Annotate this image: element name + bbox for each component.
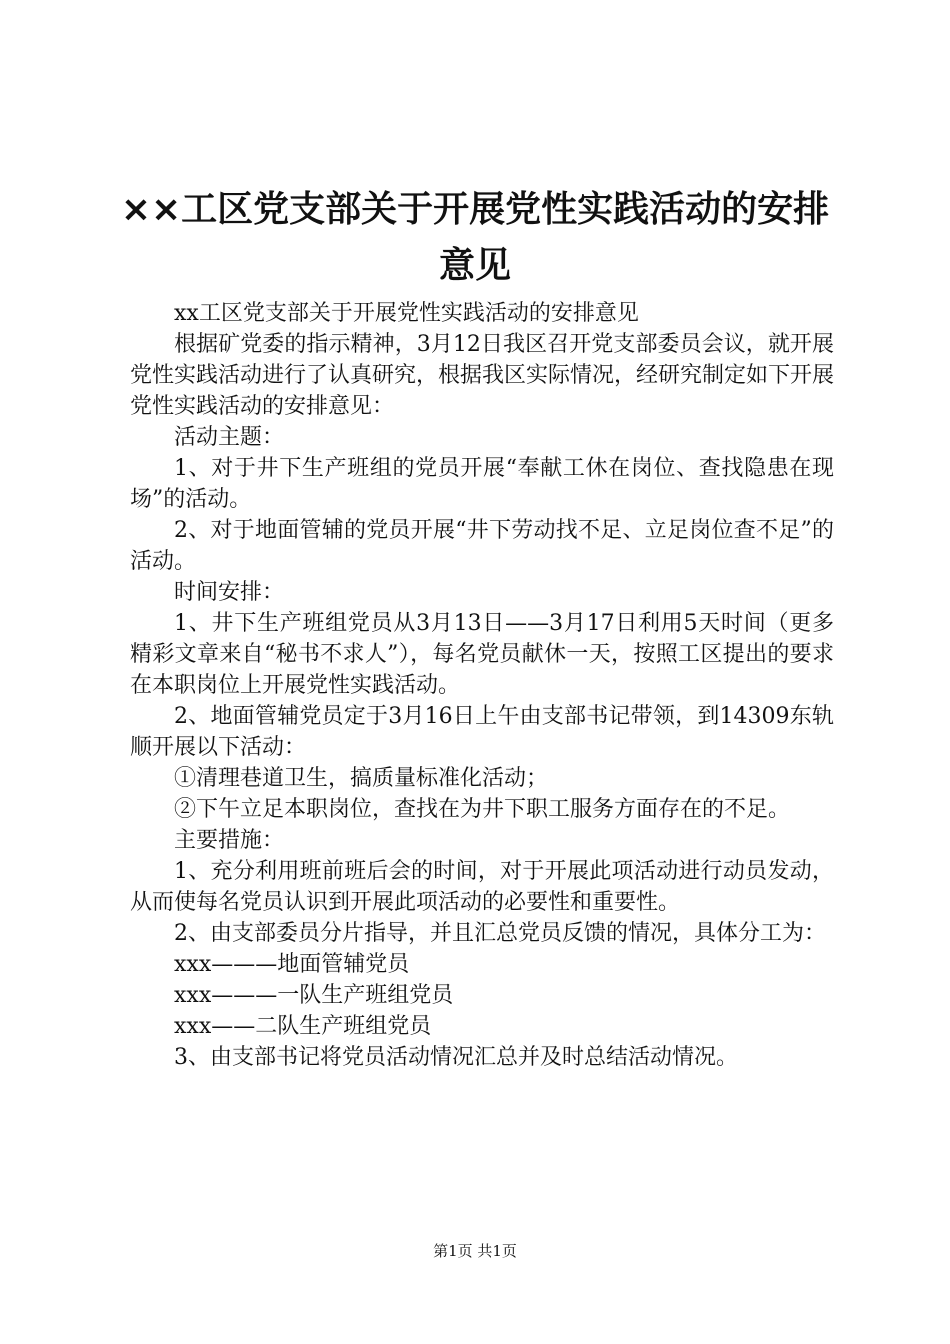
- document-title-line2: 意见: [438, 245, 511, 286]
- paragraph-schedule-1: 1、井下生产班组党员从3月13日——3月17日利用5天时间（更多精彩文章来自“秘书不求人”），每名党员献休一天，按照工区提出的要求在本职岗位上开展党性实践活动。: [130, 611, 834, 698]
- paragraph-theme-2: 2、对于地面管辅的党员开展“井下劳动找不足、立足岗位查不足”的活动。: [130, 518, 834, 574]
- page-footer: 第1页 共1页: [433, 1242, 517, 1260]
- section-heading-schedule: 时间安排：: [174, 580, 285, 605]
- paragraph-assignment-3: xxx——二队生产班组党员: [174, 1014, 432, 1039]
- document-title-line1: ××工区党支部关于开展党性实践活动的安排: [120, 189, 830, 230]
- paragraph-activity-2: ②下午立足本职岗位，查找在为井下职工服务方面存在的不足。: [174, 797, 791, 822]
- paragraph-measure-1: 1、充分利用班前班后会的时间，对于开展此项活动进行动员发动，从而使每名党员认识到开展此项活动的必要性和重要性。: [130, 859, 834, 915]
- paragraph-measure-3: 3、由支部书记将党员活动情况汇总并及时总结活动情况。: [174, 1045, 738, 1070]
- section-heading-theme: 活动主题：: [174, 425, 285, 450]
- paragraph-intro: 根据矿党委的指示精神，3月12日我区召开党支部委员会议，就开展党性实践活动进行了认真研究，根据我区实际情况，经研究制定如下开展党性实践活动的安排意见：: [130, 332, 835, 419]
- paragraph-assignment-2: xxx———一队生产班组党员: [174, 983, 454, 1008]
- paragraph-assignment-1: xxx———地面管辅党员: [174, 952, 410, 977]
- document-body: [130, 298, 834, 1073]
- paragraph-theme-1: 1、对于井下生产班组的党员开展“奉献工休在岗位、查找隐患在现场”的活动。: [130, 456, 834, 512]
- paragraph-schedule-2: 2、地面管辅党员定于3月16日上午由支部书记带领，到14309东轨顺开展以下活动：: [130, 704, 834, 760]
- paragraph-measure-2: 2、由支部委员分片指导，并且汇总党员反馈的情况，具体分工为：: [174, 921, 826, 946]
- paragraph-activity-1: ①清理巷道卫生，搞质量标准化活动；: [174, 766, 549, 791]
- section-heading-measures: 主要措施：: [174, 828, 285, 853]
- paragraph-heading-repeat: xx工区党支部关于开展党性实践活动的安排意见: [174, 301, 639, 326]
